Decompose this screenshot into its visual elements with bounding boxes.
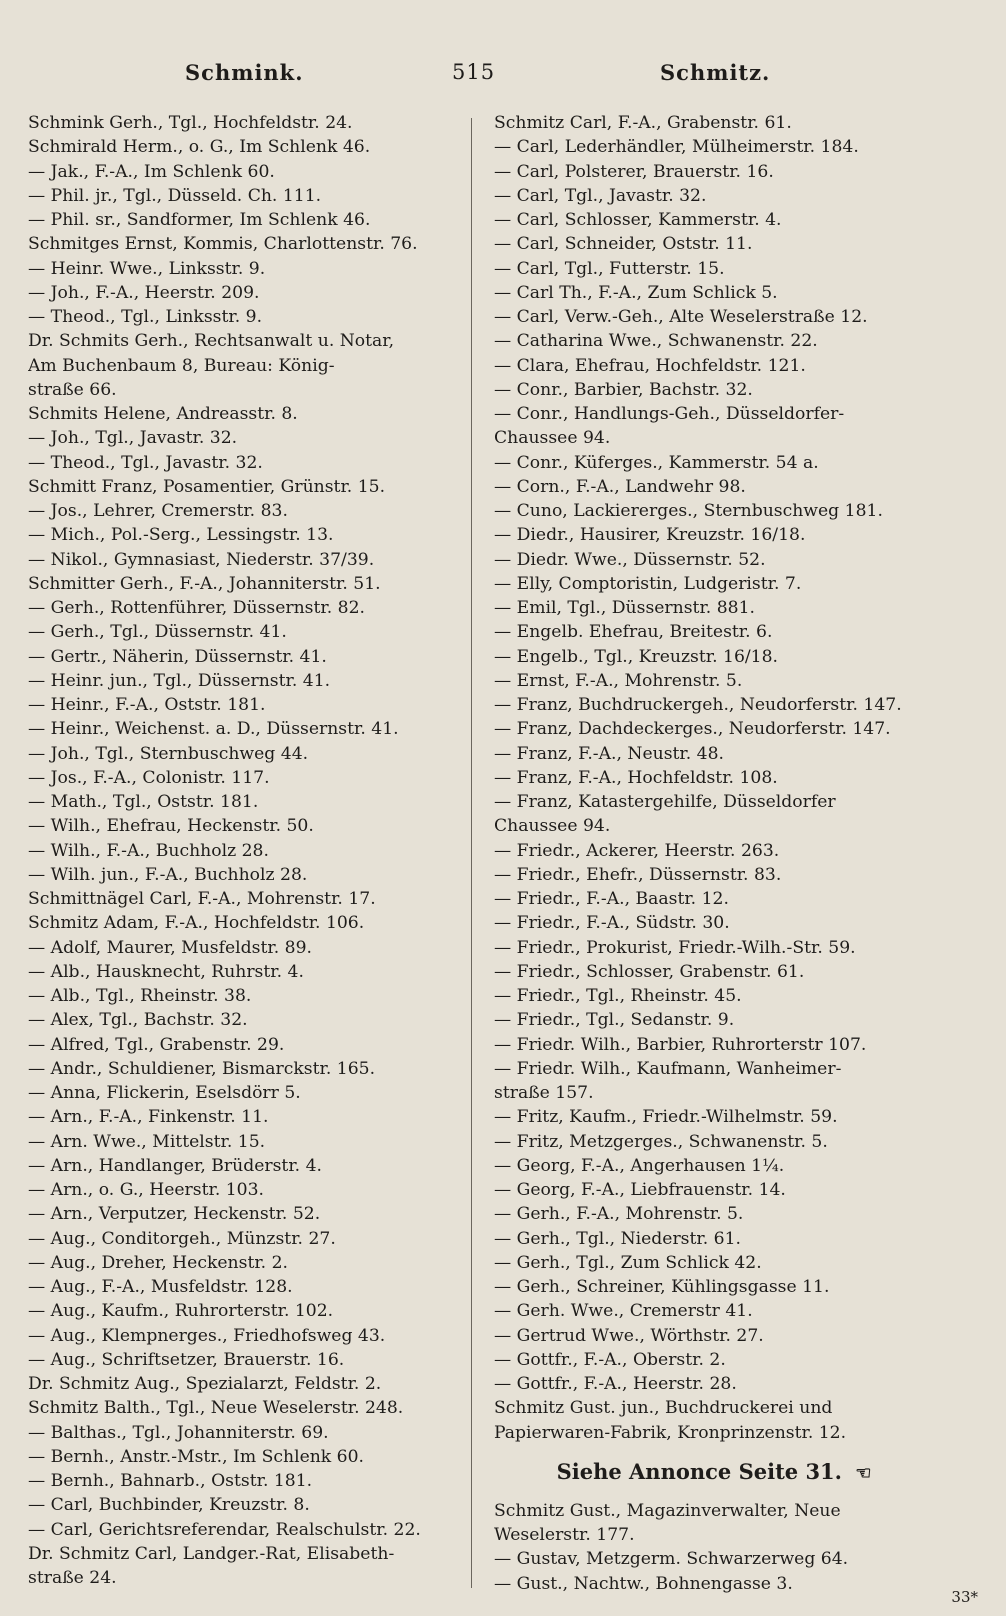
- directory-entry: — Carl, Gerichtsreferendar, Realschulstr. 22.: [28, 1519, 421, 1540]
- directory-entry: — Wilh. jun., F.-A., Buchholz 28.: [28, 864, 308, 885]
- directory-entry: Chaussee 94.: [494, 816, 611, 837]
- directory-entry: Papierwaren-Fabrik, Kronprinzenstr. 12.: [494, 1422, 847, 1443]
- directory-entry: — Andr., Schuldiener, Bismarckstr. 165.: [28, 1058, 376, 1079]
- page-number: 515: [452, 60, 496, 84]
- directory-entry: — Gust., Nachtw., Bohnengasse 3.: [494, 1573, 793, 1594]
- page-header: [0, 60, 1006, 100]
- directory-entry: — Clara, Ehefrau, Hochfeldstr. 121.: [494, 355, 806, 376]
- left-column: [28, 111, 468, 1590]
- directory-entry: Schmitz Adam, F.-A., Hochfeldstr. 106.: [28, 913, 365, 934]
- directory-entry: Schmitz Balth., Tgl., Neue Weselerstr. 248.: [28, 1398, 404, 1419]
- directory-entry: — Jos., Lehrer, Cremerstr. 83.: [28, 501, 288, 521]
- annonce-reference: [494, 1457, 934, 1487]
- directory-entry: — Carl, Schlosser, Kammerstr. 4.: [494, 210, 782, 230]
- directory-entry: Schmits Helene, Andreasstr. 8.: [28, 404, 298, 424]
- directory-entry: Schmitz Gust., Magazinverwalter, Neue: [494, 1500, 841, 1521]
- directory-entry: — Georg, F.-A., Liebfrauenstr. 14.: [494, 1180, 786, 1200]
- directory-entry: — Jak., F.-A., Im Schlenk 60.: [28, 161, 275, 182]
- directory-entry: — Nikol., Gymnasiast, Niederstr. 37/39.: [28, 549, 375, 570]
- directory-entry: — Bernh., Bahnarb., Oststr. 181.: [28, 1471, 313, 1491]
- directory-entry: straße 157.: [494, 1083, 594, 1103]
- directory-entry: — Cuno, Lackiererges., Sternbuschweg 181.: [494, 501, 883, 521]
- directory-entry: — Aug., Conditorgeh., Münzstr. 27.: [28, 1228, 336, 1249]
- directory-entry: — Friedr., Ackerer, Heerstr. 263.: [494, 840, 780, 861]
- annonce-text: Siehe Annonce Seite 31.: [556, 1458, 842, 1484]
- directory-entry: — Bernh., Anstr.-Mstr., Im Schlenk 60.: [28, 1446, 365, 1467]
- directory-entry: — Math., Tgl., Oststr. 181.: [28, 792, 259, 812]
- directory-entry: Dr. Schmitz Aug., Spezialarzt, Feldstr. 2.: [28, 1374, 382, 1394]
- directory-entry: — Gustav, Metzgerm. Schwarzerweg 64.: [494, 1549, 849, 1570]
- directory-entry: — Alb., Hausknecht, Ruhrstr. 4.: [28, 961, 304, 982]
- directory-entry: — Franz, F.-A., Hochfeldstr. 108.: [494, 767, 778, 788]
- directory-entry: straße 24.: [28, 1568, 117, 1588]
- directory-entry: — Diedr., Hausirer, Kreuzstr. 16/18.: [494, 525, 806, 546]
- directory-entry: — Gerh. Wwe., Cremerstr 41.: [494, 1301, 753, 1322]
- directory-entry: — Carl, Tgl., Javastr. 32.: [494, 185, 707, 206]
- header-right-keyword: Schmitz.: [660, 60, 771, 85]
- directory-entry: — Franz, Katastergehilfe, Düsseldorfer: [494, 792, 836, 812]
- directory-entry: — Elly, Comptoristin, Ludgeristr. 7.: [494, 573, 802, 594]
- directory-entry: — Carl, Tgl., Futterstr. 15.: [494, 258, 725, 279]
- directory-entry: — Heinr., Weichenst. a. D., Düssernstr. 41.: [28, 719, 399, 740]
- directory-entry: — Theod., Tgl., Javastr. 32.: [28, 452, 263, 473]
- directory-entry: — Aug., Klempnerges., Friedhofsweg 43.: [28, 1325, 386, 1346]
- directory-entry: — Gerh., Rottenführer, Düssernstr. 82.: [28, 598, 365, 618]
- directory-entry: — Conr., Barbier, Bachstr. 32.: [494, 379, 753, 400]
- directory-entry: — Friedr., Tgl., Rheinstr. 45.: [494, 986, 742, 1006]
- directory-entry: — Arn., F.-A., Finkenstr. 11.: [28, 1107, 269, 1128]
- directory-entry: — Georg, F.-A., Angerhausen 1¼.: [494, 1155, 785, 1176]
- directory-entry: — Aug., F.-A., Musfeldstr. 128.: [28, 1277, 293, 1297]
- directory-entry: Am Buchenbaum 8, Bureau: König-: [28, 355, 335, 376]
- directory-entry: — Phil. jr., Tgl., Düsseld. Ch. 111.: [28, 185, 322, 206]
- directory-entry: — Theod., Tgl., Linksstr. 9.: [28, 307, 263, 327]
- directory-entry: — Carl Th., F.-A., Zum Schlick 5.: [494, 282, 778, 303]
- directory-entry: — Carl, Verw.-Geh., Alte Weselerstraße 12.: [494, 307, 868, 327]
- header-left-keyword: Schmink.: [185, 60, 304, 85]
- directory-entry: — Jos., F.-A., Colonistr. 117.: [28, 767, 270, 788]
- directory-entry: — Carl, Polsterer, Brauerstr. 16.: [494, 161, 774, 182]
- directory-entry: — Ernst, F.-A., Mohrenstr. 5.: [494, 670, 743, 691]
- directory-entry: — Alb., Tgl., Rheinstr. 38.: [28, 986, 252, 1006]
- directory-entry: Dr. Schmitz Carl, Landger.-Rat, Elisabeth-: [28, 1543, 395, 1564]
- directory-entry: straße 66.: [28, 379, 117, 400]
- directory-entry: — Phil. sr., Sandformer, Im Schlenk 46.: [28, 210, 371, 230]
- directory-entry: — Alfred, Tgl., Grabenstr. 29.: [28, 1034, 285, 1055]
- directory-entry: — Alex, Tgl., Bachstr. 32.: [28, 1010, 248, 1031]
- directory-entry: — Friedr., Schlosser, Grabenstr. 61.: [494, 961, 805, 982]
- directory-entry: — Friedr., Prokurist, Friedr.-Wilh.-Str. 59.: [494, 937, 856, 958]
- signature-mark: 33*: [951, 1588, 978, 1606]
- directory-entry: — Friedr., F.-A., Südstr. 30.: [494, 913, 730, 934]
- directory-entry: — Heinr., F.-A., Oststr. 181.: [28, 695, 266, 715]
- directory-entry: — Aug., Kaufm., Ruhrorterstr. 102.: [28, 1301, 334, 1322]
- directory-entry: — Gertrud Wwe., Wörthstr. 27.: [494, 1325, 764, 1346]
- directory-entry: — Wilh., Ehefrau, Heckenstr. 50.: [28, 816, 314, 837]
- directory-entry: — Engelb., Tgl., Kreuzstr. 16/18.: [494, 646, 779, 667]
- directory-entry: — Arn., Handlanger, Brüderstr. 4.: [28, 1155, 322, 1176]
- directory-entry: — Heinr. jun., Tgl., Düssernstr. 41.: [28, 670, 331, 691]
- directory-entry: Schmitz Carl, F.-A., Grabenstr. 61.: [494, 113, 792, 133]
- directory-entry: — Adolf, Maurer, Musfeldstr. 89.: [28, 937, 312, 958]
- directory-entry: — Wilh., F.-A., Buchholz 28.: [28, 840, 269, 861]
- directory-entry: — Aug., Dreher, Heckenstr. 2.: [28, 1252, 289, 1273]
- column-divider: [471, 118, 472, 1588]
- directory-entry: Schmitt Franz, Posamentier, Grünstr. 15.: [28, 476, 386, 497]
- directory-entry: — Gerh., Tgl., Zum Schlick 42.: [494, 1252, 762, 1273]
- directory-entry: — Carl, Schneider, Oststr. 11.: [494, 234, 753, 255]
- directory-entry: — Joh., Tgl., Sternbuschweg 44.: [28, 743, 309, 764]
- directory-entry: — Arn., o. G., Heerstr. 103.: [28, 1180, 265, 1200]
- directory-entry: — Gottfr., F.-A., Oberstr. 2.: [494, 1349, 726, 1370]
- directory-entry: — Anna, Flickerin, Eselsdörr 5.: [28, 1083, 301, 1103]
- directory-entry: — Carl, Lederhändler, Mülheimerstr. 184.: [494, 137, 859, 158]
- right-column-entries: [494, 111, 934, 1445]
- directory-entry: — Engelb. Ehefrau, Breitestr. 6.: [494, 622, 773, 643]
- directory-entry: — Gerh., Schreiner, Kühlingsgasse 11.: [494, 1277, 830, 1297]
- directory-entry: — Heinr. Wwe., Linksstr. 9.: [28, 258, 266, 279]
- directory-entry: Schmirald Herm., o. G., Im Schlenk 46.: [28, 137, 371, 158]
- right-column: [494, 111, 934, 1596]
- directory-entry: — Gerh., Tgl., Düssernstr. 41.: [28, 622, 287, 643]
- directory-entry: — Franz, Dachdeckerges., Neudorferstr. 147.: [494, 719, 891, 740]
- directory-entry: Schmitter Gerh., F.-A., Johanniterstr. 51.: [28, 573, 381, 594]
- directory-entry: — Friedr., F.-A., Baastr. 12.: [494, 889, 729, 909]
- directory-entry: — Conr., Handlungs-Geh., Düsseldorfer-: [494, 404, 845, 424]
- directory-entry: — Fritz, Kaufm., Friedr.-Wilhelmstr. 59.: [494, 1107, 838, 1128]
- directory-entry: — Franz, F.-A., Neustr. 48.: [494, 743, 725, 764]
- directory-entry: — Friedr. Wilh., Kaufmann, Wanheimer-: [494, 1058, 842, 1079]
- pointing-hand-icon: ☜: [855, 1462, 872, 1484]
- directory-entry: — Diedr. Wwe., Düssernstr. 52.: [494, 549, 766, 570]
- directory-entry: — Joh., F.-A., Heerstr. 209.: [28, 282, 260, 303]
- directory-entry: — Friedr. Wilh., Barbier, Ruhrorterstr 107.: [494, 1034, 867, 1055]
- directory-entry: — Arn. Wwe., Mittelstr. 15.: [28, 1131, 266, 1152]
- directory-entry: Schmink Gerh., Tgl., Hochfeldstr. 24.: [28, 113, 353, 133]
- directory-entry: — Joh., Tgl., Javastr. 32.: [28, 428, 238, 449]
- directory-entry: — Aug., Schriftsetzer, Brauerstr. 16.: [28, 1349, 345, 1370]
- directory-entry: — Carl, Buchbinder, Kreuzstr. 8.: [28, 1495, 310, 1516]
- directory-entry: — Friedr., Ehefr., Düssernstr. 83.: [494, 864, 782, 885]
- directory-entry: — Catharina Wwe., Schwanenstr. 22.: [494, 331, 818, 352]
- right-column-entries-after: [494, 1499, 934, 1596]
- directory-entry: — Emil, Tgl., Düssernstr. 881.: [494, 598, 755, 618]
- directory-entry: — Gertr., Näherin, Düssernstr. 41.: [28, 646, 327, 667]
- directory-entry: — Fritz, Metzgerges., Schwanenstr. 5.: [494, 1131, 828, 1152]
- directory-entry: — Arn., Verputzer, Heckenstr. 52.: [28, 1204, 321, 1225]
- directory-entry: Dr. Schmits Gerh., Rechtsanwalt u. Notar,: [28, 331, 395, 352]
- directory-entry: Schmittnägel Carl, F.-A., Mohrenstr. 17.: [28, 889, 376, 909]
- directory-entry: — Balthas., Tgl., Johanniterstr. 69.: [28, 1422, 329, 1443]
- directory-entry: — Gottfr., F.-A., Heerstr. 28.: [494, 1374, 737, 1394]
- directory-entry: — Friedr., Tgl., Sedanstr. 9.: [494, 1010, 735, 1031]
- directory-entry: Chaussee 94.: [494, 428, 611, 449]
- directory-entry: Schmitges Ernst, Kommis, Charlottenstr. 76.: [28, 234, 418, 255]
- directory-entry: — Conr., Küferges., Kammerstr. 54 a.: [494, 452, 819, 473]
- directory-entry: — Gerh., F.-A., Mohrenstr. 5.: [494, 1204, 744, 1225]
- directory-entry: — Franz, Buchdruckergeh., Neudorferstr. 147.: [494, 695, 902, 715]
- directory-entry: — Gerh., Tgl., Niederstr. 61.: [494, 1228, 741, 1249]
- directory-entry: — Mich., Pol.-Serg., Lessingstr. 13.: [28, 525, 334, 546]
- directory-entry: — Corn., F.-A., Landwehr 98.: [494, 476, 746, 497]
- directory-entry: Schmitz Gust. jun., Buchdruckerei und: [494, 1398, 833, 1419]
- directory-entry: Weselerstr. 177.: [494, 1525, 635, 1545]
